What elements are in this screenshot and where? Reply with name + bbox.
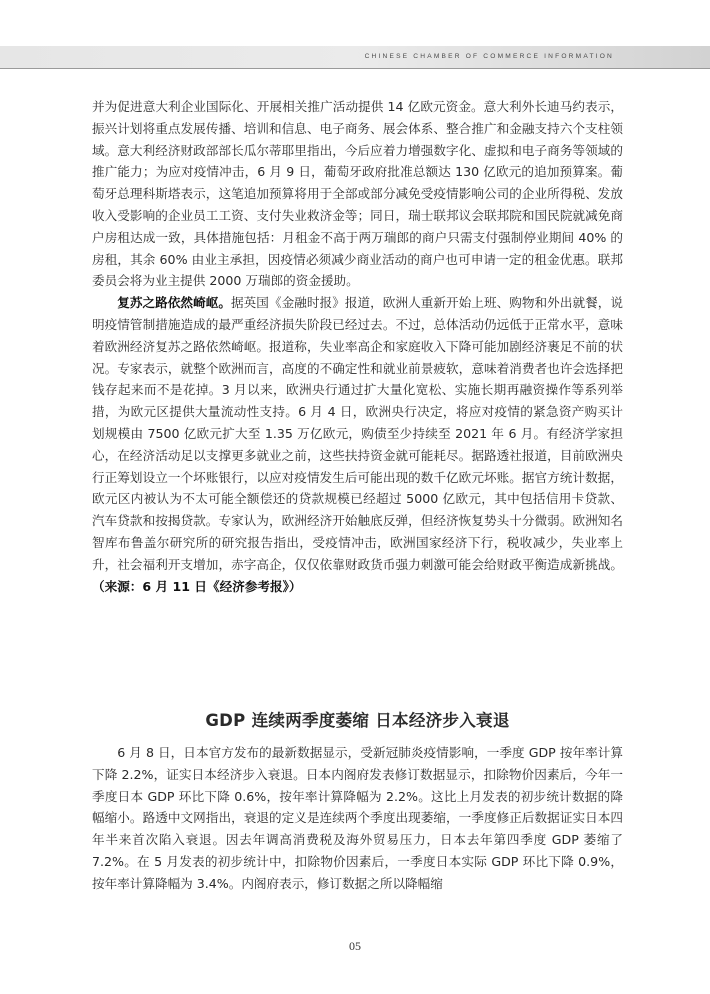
header-divider	[0, 68, 710, 69]
article-europe-paragraph-1: 并为促进意大利企业国际化、开展相关推广活动提供 14 亿欧元资金。意大利外长迪马约表示，振兴计划将重点发展传播、培训和信息、电子商务、展会体系、整合推广和金融支持六个支柱领域。意大利经济财政部部长瓜尔蒂耶里指出，今后应着力增强数字化、虚拟和电子商务等领域的推广能力；为应对疫情冲击，6 月 9 日，葡萄牙政府批准总额达 130 亿欧元的追加预算案。葡萄牙总理科斯塔表示，这笔追加预算将用于全部或部分减免受疫情影响公司的企业所得税、发放收入受影响的企业员工工资、支付失业救济金等；同日，瑞士联邦议会联邦院和国民院就减免商户房租达成一致，具体措施包括：月租金不高于两万瑞郎的商户只需支付强制停业期间 40% 的房租，其余 60% 由业主承担，因疫情必须减少商业活动的商户也可申请一定的租金优惠。联邦委员会将为业主提供 2000 万瑞郎的资金援助。	[92, 99, 623, 289]
article-japan-body	[92, 742, 623, 895]
source-citation: （来源：6 月 11 日《经济参考报》）	[92, 578, 302, 594]
article-japan-title: GDP 连续两季度萎缩 日本经济步入衰退	[205, 711, 510, 730]
paragraph-heading: 复苏之路依然崎岖。	[117, 295, 232, 311]
header-banner	[0, 46, 710, 68]
article-japan-paragraph-1: 6 月 8 日，日本官方发布的最新数据显示，受新冠肺炎疫情影响，一季度 GDP 按年率计算下降 2.2%，证实日本经济步入衰退。日本内阁府发表修订数据显示，扣除物价因素后，今年一季度日本 GDP 环比下降 0.6%，按年率计算降幅为 2.2%。这比上月发表的初步统计数据的降幅缩小。路透中文网指出，衰退的定义是连续两个季度出现萎缩，一季度修正后数据证实日本四年半来首次陷入衰退。因去年调高消费税及海外贸易压力，日本去年第四季度 GDP 萎缩了 7.2%。在 5 月发表的初步统计中，扣除物价因素后，一季度日本实际 GDP 环比下降 0.9%，按年率计算降幅为 3.4%。内阁府表示，修订数据之所以降幅缩	[92, 745, 623, 891]
header-banner-text: CHINESE CHAMBER OF COMMERCE INFORMATION	[364, 53, 614, 60]
article-europe-body	[92, 96, 623, 597]
article-europe-paragraph-2	[92, 292, 623, 597]
page-number: 05	[349, 939, 361, 953]
paragraph-body: 据英国《金融时报》报道，欧洲人重新开始上班、购物和外出就餐，说明疫情管制措施造成的最严重经济损失阶段已经过去。不过，总体活动仍远低于正常水平，意味着欧洲经济复苏之路依然崎岖。报道称，失业率高企和家庭收入下降可能加剧经济裹足不前的状况。专家表示，就整个欧洲而言，高度的不确定性和就业前景疲软，意味着消费者也许会选择把钱存起来而不是花掉。3 月以来，欧洲央行通过扩大量化宽松、实施长期再融资操作等系列举措，为欧元区提供大量流动性支持。6 月 4 日，欧洲央行决定，将应对疫情的紧急资产购买计划规模由 7500 亿欧元扩大至 1.35 万亿欧元，购债至少持续至 2021 年 6 月。有经济学家担心，在经济活动足以支撑更多就业之前，这些扶持资金就可能耗尽。据路透社报道，目前欧洲央行正筹划设立一个坏账银行，以应对疫情发生后可能出现的数千亿欧元坏账。据官方统计数据，欧元区内被认为不太可能全额偿还的贷款规模已经超过 5000 亿欧元，其中包括信用卡贷款、汽车贷款和按揭贷款。专家认为，欧洲经济开始触底反弹，但经济恢复势头十分微弱。欧洲知名智库布鲁盖尔研究所的研究报告指出，受疫情冲击，欧洲国家经济下行，税收减少，失业率上升，社会福利开支增加，赤字高企，仅仅依靠财政货币强力刺激可能会给财政平衡造成新挑战。	[92, 295, 624, 572]
